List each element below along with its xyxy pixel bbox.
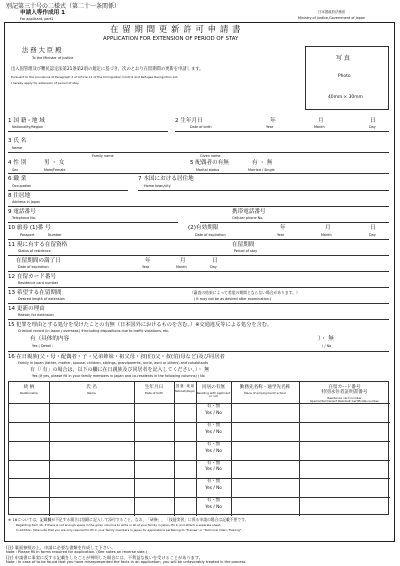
dob-year-en: Year (266, 125, 274, 129)
table-header-cell (134, 382, 174, 403)
passport-month-en: Month (321, 233, 332, 237)
status-label: 11 現に有する在留資格 (8, 242, 68, 248)
marital-label-en: Marital status (196, 168, 220, 172)
intro-text-en-1: Pursuant to the provisions of Paragraph 2 of Article 21 of the Immigration Control and Refugee Recognition Act, (11, 75, 179, 79)
cellphone-label-en: Cellular phone No. (232, 216, 264, 220)
given-name-hint: Given name (200, 154, 221, 158)
expiry-month-en: Month (176, 265, 187, 269)
footnote-3: (注) 申請書に事実に反する記載をしたことが判明した場合には，不利益な扱いを受けることがあります。 (6, 555, 203, 560)
cohabitation-option-en: Yes / No (205, 428, 222, 434)
form-number: 別記第三十号の二様式（第二十一条関係） (6, 3, 121, 10)
address-label: 8 住居地 (8, 193, 31, 199)
table-row[interactable] (9, 497, 390, 516)
passport-expiry-label: (2)有効期限 (188, 225, 219, 231)
dob-month-en: Month (314, 125, 325, 129)
table-row[interactable] (9, 422, 390, 441)
desired-period-label: 13 希望する在留期間 (8, 290, 62, 296)
footnote-2: (注) 裏面参照の上，申請に必要な書類を作成して下さい。 (6, 545, 116, 550)
criminal-line (8, 351, 389, 352)
dob-label: 2 生年月日 (175, 118, 203, 124)
table-header-en: Residing with applicant or not (196, 391, 231, 399)
expiry-year: 年 (145, 258, 151, 264)
occupation-label-en: Occupation (12, 184, 32, 188)
table-row[interactable] (9, 478, 390, 497)
footnote-1: ※ 16については，記載欄が不足する場合は別紙に記入して添付すること。なお，「研修」，「技能実習」に係る申請の場合は記載不要です。 (8, 517, 249, 522)
passport-month: 月 (325, 225, 331, 231)
expiry-month: 月 (180, 258, 186, 264)
table-row[interactable] (9, 441, 390, 460)
cohabitation-option-jp: 有・無 (206, 441, 221, 447)
photo-label-en: Photo (338, 74, 351, 79)
cohabitation-option-en: Yes / No (205, 447, 222, 453)
table-header-en: Residence card number Special Permanent Resident Certificate number (310, 396, 379, 403)
residence-card-line[interactable] (8, 287, 389, 288)
reason-label-en: Reason for extension (18, 313, 54, 317)
cohabitation-option-jp: 有・無 (206, 404, 221, 409)
family-option[interactable]: 有（「有」の場合は，以下の欄に在日親族及び同居者を記入してください。）・ 無 (30, 367, 210, 373)
footnote-2-en: Note : Please fill in forms required for application. (See notes on reverse side.) (6, 550, 147, 554)
address-line[interactable] (8, 206, 389, 207)
family-label-en: Family in Japan (father, mother, spouse, children, siblings, grandparents, uncle, aunt or others) and cohabitants (18, 361, 208, 365)
dob-line[interactable] (175, 131, 389, 132)
table-header-en: Relationship (20, 391, 38, 396)
cohabitation-option-en: Yes / No (205, 485, 222, 491)
sex-label-en: Sex (12, 168, 19, 172)
sex-options[interactable]: 男 ・ 女 (44, 160, 65, 166)
footnote-3-en: Note : In case of to be found that you have misrepresented the facts in an application, you will be unfavorably treated in the process. (6, 560, 247, 564)
dob-year: 年 (270, 118, 276, 124)
passport-day-en: Day (369, 233, 376, 237)
desired-period-note: （審査の結果によって希望の期間とならない場合があります。） (190, 290, 300, 295)
cellphone-label: 携帯電話番号 (232, 209, 266, 215)
table-header-cell (174, 382, 196, 403)
cohabitation-option[interactable] (196, 499, 231, 509)
telephone-line[interactable] (8, 222, 178, 223)
table-header-jp: 同居の有無 (202, 385, 225, 390)
name-label-en: Name (12, 146, 23, 150)
cohabitation-option[interactable] (196, 424, 231, 434)
reason-line[interactable] (8, 319, 389, 320)
sex-options-en: Male/Female (44, 168, 66, 172)
sex-line (8, 173, 389, 174)
cohabitation-option[interactable] (196, 462, 231, 472)
expiry-day: 日 (212, 258, 218, 264)
form-part: 申請人等作成用 1 (20, 10, 65, 16)
desired-period-line[interactable] (8, 303, 389, 304)
table-header-cell (196, 382, 231, 403)
criminal-yes[interactable]: 有（具体的内容 (30, 336, 70, 342)
desired-period-note-en: ( It may not be as desired after examination.) (194, 297, 272, 301)
footnote-1-en-2: In addition, take note that you are only required to fill in your family members in Japan for applications pertaining to "Trainee" or "Technical Intern Training". (16, 528, 243, 532)
cohabitation-option-en: Yes / No (205, 466, 222, 472)
cohabitation-option-jp: 有・無 (206, 479, 221, 485)
photo-size: 40mm × 30mm (328, 95, 363, 100)
marital-options[interactable]: 有 ・ 無 (252, 160, 273, 166)
family-option-en: Yes (If yes, please fill in your family members in Japan and co-residents in the following columns) / No (32, 374, 205, 378)
period-label-en: Period of stay (234, 249, 258, 253)
footnote-1-en-1: Regarding item 16, if there is not enough space in the given columns to write in all of your family in Japan, fill in and attach a separate sheet. (16, 523, 222, 527)
telephone-label-en: Telephone No. (12, 216, 36, 220)
dob-day: 日 (370, 118, 376, 124)
family-name-hint: Family name (92, 154, 114, 158)
passport-year-en: Year (277, 233, 285, 237)
marital-options-en: Married / Single (248, 168, 275, 172)
govt-name-en: Ministry of Justice,Government of Japan (298, 16, 366, 20)
table-row[interactable] (9, 403, 390, 422)
passport-label: 10 旅券 (1)番 号 (8, 225, 51, 231)
form-part-en: For applicant, part1 (20, 17, 54, 21)
occupation-label: 6 職 業 (8, 176, 27, 182)
table-header-cell (9, 382, 49, 403)
table-header-jp: 続 柄 (23, 385, 35, 390)
table-header-jp: 氏 名 (86, 385, 97, 390)
passport-label-en: Passport (20, 233, 35, 237)
cellphone-line[interactable] (200, 222, 389, 223)
hometown-label: 7 本国における居住地 (138, 176, 194, 182)
hometown-line[interactable] (138, 190, 389, 191)
table-header-jp: 勤務先名称・通学先名称 (239, 385, 291, 390)
residence-card-label: 12 在留カード番号 (8, 274, 57, 280)
table-header-en: Date of birth (144, 391, 164, 396)
status-label-en: Status of residence (18, 249, 51, 253)
cohabitation-option-jp: 有・無 (206, 498, 221, 504)
status-line[interactable] (8, 255, 389, 256)
table-header-jp: 国 籍・地 域 (176, 384, 194, 388)
sex-label: 4 性 別 (8, 160, 27, 166)
reason-label: 14 更新の理由 (8, 306, 45, 312)
passport-year: 年 (280, 225, 286, 231)
nationality-label: 1 国 籍・地 域 (8, 118, 45, 124)
residence-card-label-en: Residence card number (18, 281, 59, 285)
table-header-en: Place of employment/ school (244, 391, 286, 396)
passport-expiry-label-en: Date of expiration (195, 233, 226, 237)
expiry-line[interactable] (8, 271, 389, 272)
cohabitation-option-en: Yes / No (205, 504, 222, 509)
desired-period-label-en: Desired length of extension (18, 297, 65, 301)
intro-text: 出入国管理及び難民認定法第21条第2項の規定に基づき，次のとおり在留期間の更新を申請します。 (11, 67, 204, 72)
cohabitation-option[interactable] (196, 405, 231, 415)
cohabitation-option[interactable] (196, 443, 231, 453)
family-label: 16 在日親族(父・母・配偶者・子・兄弟姉妹・祖父母・叔(伯)父・叔(伯)母など)及び同居者 (8, 354, 225, 360)
criminal-yes-en: Yes ( Detail : (32, 344, 54, 348)
addressee-en: To the Minister of Justice (32, 56, 74, 60)
cohabitation-option-en: Yes / No (205, 409, 222, 415)
dob-label-en: Date of birth (190, 125, 212, 129)
marital-label: 5 配偶者の有無 (190, 160, 229, 166)
passport-day: 日 (370, 225, 376, 231)
govt-name: 日本国政府法務省 (318, 10, 346, 14)
table-header-en: Name (87, 391, 96, 396)
expiry-year-en: Year (142, 265, 150, 269)
expiry-label: 在留期間の満了日 (16, 258, 61, 264)
passport-line[interactable] (8, 239, 389, 240)
name-label: 3 氏 名 (8, 138, 27, 144)
table-header-jp: 在留カード番号 特別永住者証明書番号 (321, 385, 368, 396)
form-title-en: APPLICATION FOR EXTENSION OF PERIOD OF STAY (103, 36, 239, 42)
criminal-record-label-en: Criminal record (in Japan / overseas) ※Including dispositions due to traffic violations, etc. (18, 329, 170, 333)
expiry-label-en: Date of expiration (18, 265, 49, 269)
form-title: 在 留 期 間 更 新 許 可 申 請 書 (110, 25, 242, 35)
table-header-cell (231, 382, 299, 403)
passport-number-en: Number (48, 233, 62, 237)
nationality-line[interactable] (8, 131, 168, 132)
hometown-label-en: Home town/city (144, 184, 171, 188)
table-row[interactable] (9, 460, 390, 479)
addressee: 法 務 大 臣 殿 (22, 47, 62, 54)
table-header-en: Nationality/Region (174, 389, 196, 393)
criminal-record-label: 15 犯罪を理由とする処分を受けたことの有無（日本国外におけるものを含む。）※交通違反等による処分を含む。 (8, 322, 273, 328)
name-line[interactable] (8, 152, 389, 153)
cohabitation-option-jp: 有・無 (206, 460, 221, 466)
photo-label: 写 真 (336, 55, 350, 62)
criminal-no-en: ) / No (322, 344, 332, 348)
table-header-cell (49, 382, 134, 403)
dob-month: 月 (318, 118, 324, 124)
intro-text-en-2: I hereby apply for extension of period of stay. (11, 81, 80, 85)
criminal-no[interactable]: ）・ 無 (318, 336, 334, 342)
address-label-en: Address in Japan (12, 200, 41, 204)
nationality-label-en: Nationality/Region (12, 125, 44, 129)
dob-day-en: Day (369, 125, 376, 129)
period-label: 在留期間 (232, 242, 255, 248)
telephone-label: 9 電話番号 (8, 209, 36, 215)
table-header-jp: 生年月日 (144, 385, 164, 390)
cohabitation-option-jp: 有・無 (206, 422, 221, 428)
table-header-cell (299, 382, 390, 403)
occupation-line[interactable] (8, 190, 128, 191)
cohabitation-option[interactable] (196, 480, 231, 490)
expiry-day-en: Day (210, 265, 217, 269)
family-table (8, 381, 389, 515)
